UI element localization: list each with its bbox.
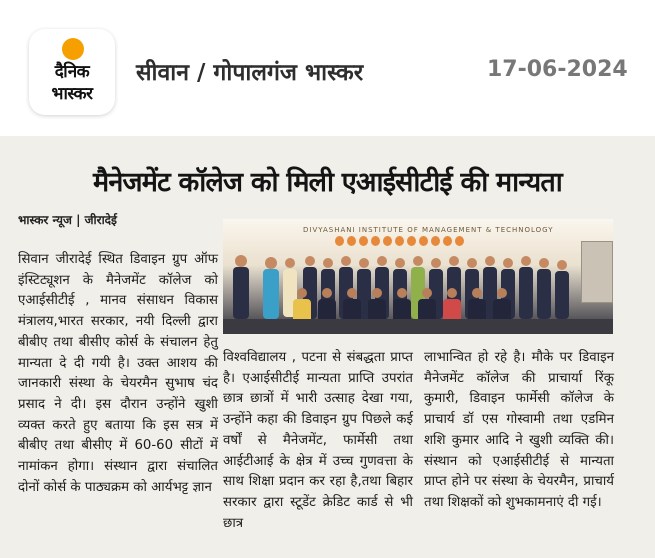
group-photo <box>223 219 613 334</box>
sun-icon <box>62 38 84 60</box>
article-byline: भास्कर न्यूज | जीरादेई <box>18 213 117 227</box>
news-clipping <box>0 136 655 558</box>
publication-date: 17-06-2024 <box>487 57 628 82</box>
edition-title: सीवान / गोपालगंज भास्कर <box>136 60 364 86</box>
article-column-1: सिवान जीरादेई स्थित डिवाइन ग्रुप ऑफ इंस्टिट्यूशन के मैनेजमेंट कॉलेज को एआईसीटीई , मानव संसाधन विकास मंत्रालय,भारत सरकार, नयी दिल्ली द्वारा बीबीए तथा बीसीए कोर्स के संचालन हेतु मान्यता दे दी गयी है। उक्त आशय की जानकारी संस्था के चेयरमैन सुभाष चंद प्रसाद ने दी। इस दौरान उन्होंने खुशी व्यक्त करते हुए बताया कि इस सत्र में बीबीए तथा बीसीए में 60-60 सीटों में नामांकन होगा। संस्थान द्वारा संचालित दोनों कोर्स के पाठ्यक्रम को आर्यभट्ट ज्ञान <box>18 252 218 495</box>
stage-floor <box>223 319 613 334</box>
balloon-decoration <box>335 236 475 246</box>
stage-banner <box>223 219 613 253</box>
article-column-3: लाभान्वित हो रहे है। मौके पर डिवाइन मैनेजमेंट कॉलेज की प्राचार्या रिंकू कुमारी, डिवाइन फार्मेसी कॉलेज के प्राचार्य डॉ एस गोस्वामी तथा एडमिन शशि कुमार आदि ने खुशी व्यक्ति की। संस्थान को एआईसीटीई से मान्यता प्राप्त होने पर संस्था के चेयरमैन, प्राचार्य तथा शिक्षकों को शुभकामनाएं दी गई। <box>424 350 614 510</box>
dainik-bhaskar-logo <box>29 29 115 115</box>
article-column-2: विश्वविद्यालय , पटना से संबद्धता प्राप्त है। एआईसीटीई मान्यता प्राप्ति उपरांत छात्र छात्रों में भारी उत्साह देखा गया, उन्होंने कहा की डिवाइन ग्रुप पिछले कई वर्षों से मैनेजमेंट, फार्मेसी तथा आईटीआई के क्षेत्र में उच्च गुणवत्ता के साथ शिक्षा प्रदान कर रहा है,तथा बिहार सरकार द्वारा स्टूडेंट क्रेडिट कार्ड से भी छात्र <box>223 350 413 531</box>
banner-text: DIVYASHANI INSTITUTE OF MANAGEMENT & TECHNOLOGY <box>303 226 554 234</box>
article-headline: मैनेजमेंट कॉलेज को मिली एआईसीटीई की मान्यता <box>93 167 562 198</box>
clipping-header <box>0 0 655 136</box>
logo-text-line1: दैनिक <box>54 62 90 82</box>
logo-text-line2: भास्कर <box>51 84 93 104</box>
